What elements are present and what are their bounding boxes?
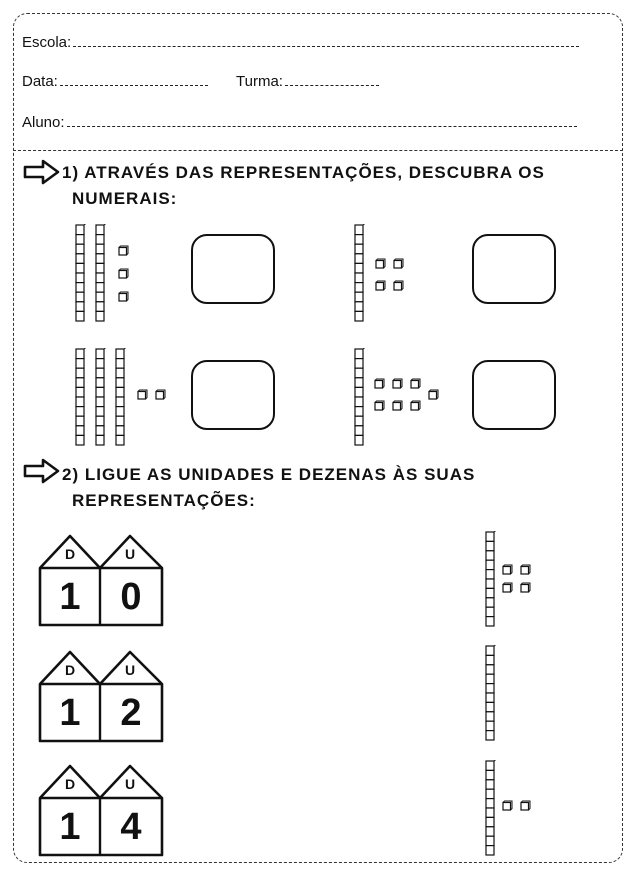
ten-rod: [485, 531, 496, 627]
aluno-line[interactable]: [67, 114, 577, 127]
place-value-house-10[interactable]: [38, 532, 164, 627]
unit-cube: [502, 564, 513, 575]
ten-rod: [115, 348, 126, 446]
ten-rod: [485, 645, 496, 741]
question1-line1: 1) ATRAVÉS DAS REPRESENTAÇÕES, DESCUBRA OS: [62, 163, 545, 182]
ten-rod: [95, 224, 106, 322]
units-label: U: [124, 776, 136, 792]
escola-field[interactable]: [22, 34, 579, 51]
arrow-right-icon: [23, 458, 61, 484]
tens-label: D: [64, 662, 76, 678]
data-label: Data:: [22, 73, 58, 90]
unit-cube: [374, 400, 385, 411]
unit-cube: [393, 258, 404, 269]
unit-cube: [392, 400, 403, 411]
data-line[interactable]: [60, 73, 208, 86]
unit-cube: [502, 582, 513, 593]
unit-cube: [375, 280, 386, 291]
unit-cube: [393, 280, 404, 291]
answer-box-1[interactable]: [191, 234, 275, 304]
tens-digit: 1: [59, 806, 81, 848]
units-label: U: [124, 546, 136, 562]
units-digit: 2: [120, 692, 142, 734]
tens-label: D: [64, 546, 76, 562]
ten-rod: [485, 760, 496, 856]
unit-cube: [520, 582, 531, 593]
unit-cube: [502, 800, 513, 811]
aluno-field[interactable]: [22, 114, 577, 131]
ten-rod: [354, 224, 365, 322]
units-digit: 0: [120, 576, 142, 618]
question2-line2: REPRESENTAÇÕES:: [72, 491, 256, 510]
unit-cube: [520, 564, 531, 575]
ten-rod: [354, 348, 365, 446]
tens-label: D: [64, 776, 76, 792]
unit-cube: [137, 389, 148, 400]
escola-label: Escola:: [22, 34, 72, 51]
header-separator: [13, 150, 623, 151]
unit-cube: [392, 378, 403, 389]
unit-cube: [118, 291, 129, 302]
tens-digit: 1: [59, 692, 81, 734]
arrow-right-icon: [23, 159, 61, 185]
place-value-house-12[interactable]: [38, 648, 164, 743]
ten-rod: [75, 348, 86, 446]
unit-cube: [428, 389, 439, 400]
answer-box-4[interactable]: [472, 360, 556, 430]
unit-cube: [155, 389, 166, 400]
turma-field[interactable]: [236, 73, 379, 90]
units-digit: 4: [120, 806, 142, 848]
aluno-label: Aluno:: [22, 114, 65, 131]
unit-cube: [410, 400, 421, 411]
ten-rod: [75, 224, 86, 322]
answer-box-2[interactable]: [472, 234, 556, 304]
place-value-house-14[interactable]: [38, 762, 164, 857]
question2-line1: 2) LIGUE AS UNIDADES E DEZENAS ÀS SUAS: [62, 465, 476, 484]
units-label: U: [124, 662, 136, 678]
unit-cube: [375, 258, 386, 269]
unit-cube: [118, 268, 129, 279]
escola-line[interactable]: [73, 34, 579, 47]
question1-line2: NUMERAIS:: [72, 189, 178, 208]
tens-digit: 1: [59, 576, 81, 618]
answer-box-3[interactable]: [191, 360, 275, 430]
data-field[interactable]: [22, 73, 208, 90]
turma-line[interactable]: [285, 73, 379, 86]
ten-rod: [95, 348, 106, 446]
unit-cube: [374, 378, 385, 389]
unit-cube: [118, 245, 129, 256]
unit-cube: [520, 800, 531, 811]
unit-cube: [410, 378, 421, 389]
turma-label: Turma:: [236, 73, 283, 90]
